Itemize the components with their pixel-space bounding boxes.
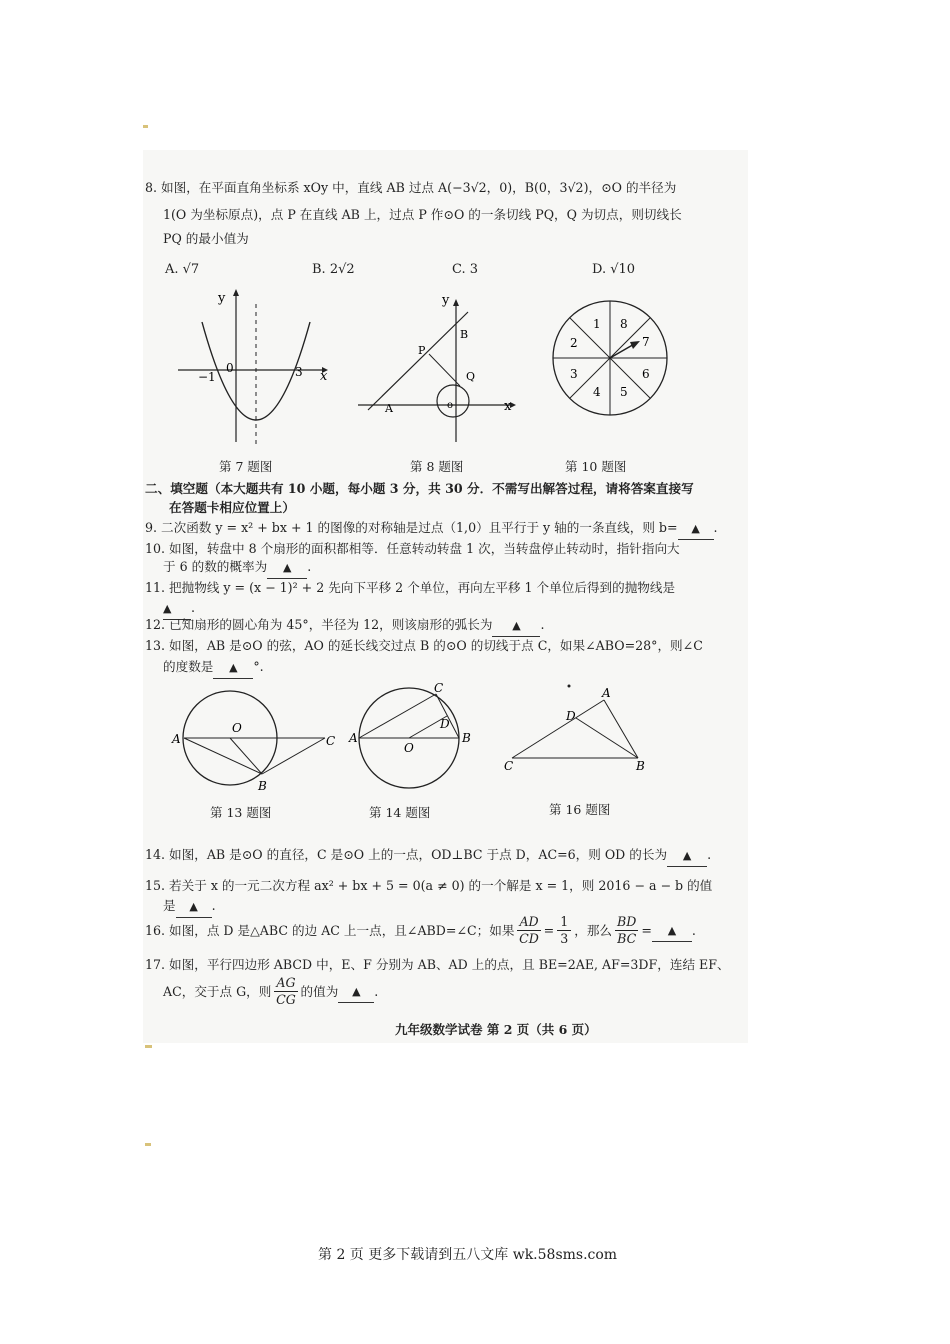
fig16-d-label: D: [566, 709, 576, 723]
page-footer: 第 2 页 更多下载请到五八文库 wk.58sms.com: [318, 1247, 618, 1263]
q15-line1: 15. 若关于 x 的一元二次方程 ax² + bx + 5 = 0(a ≠ 0) 的一个解是 x = 1，则 2016 − a − b 的值: [145, 878, 713, 893]
fig10-sector-5: 5: [620, 385, 628, 399]
q14: 14. 如图，AB 是⊙O 的直径，C 是⊙O 上的一点，OD⊥BC 于点 D，AC=6，则 OD 的长为 ▲ .: [145, 845, 711, 867]
fig14-caption: 第 14 题图: [369, 805, 431, 820]
fig16-c-label: C: [504, 759, 514, 773]
fig7-y-label: y: [218, 291, 226, 306]
q15-line2: 是 ▲ .: [163, 896, 216, 918]
fig14-o-label: O: [404, 741, 414, 755]
fig7-origin-label: 0: [226, 361, 234, 375]
q8-line3: PQ 的最小值为: [163, 231, 249, 246]
fig10-sector-1: 1: [593, 317, 601, 331]
section2-heading-line1: 二、填空题（本大题共有 10 小题，每小题 3 分，共 30 分．不需写出解答过程，请将答案直接写: [145, 481, 694, 496]
fig16-a-label: A: [602, 686, 611, 700]
fig13-a-label: A: [172, 732, 181, 746]
section2-heading-line2: 在答题卡相应位置上）: [169, 500, 295, 515]
fig10-sector-2: 2: [570, 336, 578, 350]
fig10-caption: 第 10 题图: [565, 459, 627, 474]
q8-line1: 8. 如图，在平面直角坐标系 xOy 中，直线 AB 过点 A(−3√2，0)，B(0，3√2)，⊙O 的半径为: [145, 180, 677, 195]
fig14-d-label: D: [440, 717, 450, 731]
q11-line2: ▲ .: [163, 598, 195, 620]
figure-14-diameter: [346, 680, 486, 798]
fig7-three-label: 3: [295, 365, 303, 379]
figure-16-triangle: [500, 684, 660, 794]
fig7-neg1-label: −1: [198, 370, 216, 384]
figure-8-tangent: [350, 292, 520, 452]
fig8-y-label: y: [442, 293, 450, 308]
q13-line1: 13. 如图，AB 是⊙O 的弦，AO 的延长线交过点 B 的⊙O 的切线于点 C，如果∠ABO=28°，则∠C: [145, 638, 703, 653]
figure-13-circle-tangent: [168, 688, 353, 798]
fig10-sector-8: 8: [620, 317, 628, 331]
figure-10-spinner: [548, 296, 678, 426]
q10-line1: 10. 如图，转盘中 8 个扇形的面积都相等．任意转动转盘 1 次，当转盘停止转动时，指针指向大: [145, 541, 680, 556]
q13-line2: 的度数是 ▲ °.: [163, 657, 264, 679]
fig10-sector-4: 4: [593, 385, 601, 399]
figure-7-parabola: [170, 282, 340, 452]
q11-line1: 11. 把抛物线 y = (x − 1)² + 2 先向下平移 2 个单位，再向左平移 1 个单位后得到的抛物线是: [145, 580, 676, 595]
fig16-caption: 第 16 题图: [549, 802, 611, 817]
fig13-c-label: C: [326, 734, 336, 748]
fig13-o-label: O: [232, 721, 242, 735]
fig8-caption: 第 8 题图: [410, 459, 464, 474]
fig13-b-label: B: [258, 779, 267, 793]
q16: 16. 如图，点 D 是△ABC 的边 AC 上一点，且∠ABD=∠C；如果 $\frac{AD}{CD}$ = $\frac{1}{3}$ ，那么 $\frac{BD}{BC}$ = ▲ .: [145, 914, 696, 946]
fig10-sector-6: 6: [642, 367, 650, 381]
q10-line2: 于 6 的数的概率为 ▲ .: [163, 557, 311, 579]
fig10-sector-3: 3: [570, 367, 578, 381]
fig8-a-label: A: [385, 402, 393, 415]
exam-page-number: 九年级数学试卷 第 2 页（共 6 页）: [395, 1022, 597, 1037]
fig13-caption: 第 13 题图: [210, 805, 272, 820]
fig8-x-label: x: [504, 399, 512, 414]
fig14-a-label: A: [349, 731, 358, 745]
fig8-p-label: P: [418, 344, 426, 357]
fig14-c-label: C: [434, 681, 444, 695]
q17-line1: 17. 如图，平行四边形 ABCD 中，E、F 分别为 AB、AD 上的点，且 BE=2AE, AF=3DF，连结 EF、: [145, 957, 730, 972]
fig7-caption: 第 7 题图: [219, 459, 273, 474]
fig16-b-label: B: [636, 759, 645, 773]
q8-line2: 1(O 为坐标原点)，点 P 在直线 AB 上，过点 P 作⊙O 的一条切线 PQ，Q 为切点，则切线长: [163, 207, 682, 222]
q8-option-a: A. √7: [165, 262, 200, 277]
fig10-sector-7: 7: [642, 335, 650, 349]
scan-artifact: [145, 1045, 152, 1048]
q12: 12. 已知扇形的圆心角为 45°，半径为 12，则该扇形的弧长为 ▲ .: [145, 615, 544, 637]
fig7-x-label: x: [320, 369, 328, 384]
fig8-q-label: Q: [466, 370, 476, 383]
q8-option-c: C. 3: [452, 262, 479, 277]
q9: 9. 二次函数 y = x² + bx + 1 的图像的对称轴是过点（1,0）且平行于 y 轴的一条直线，则 b= ▲ .: [145, 518, 718, 540]
fig8-b-label: B: [460, 328, 469, 341]
fig14-b-label: B: [462, 731, 471, 745]
q17-line2: AC，交于点 G，则 AG CG 的值为 ▲ .: [163, 975, 379, 1007]
scan-artifact: [143, 125, 148, 128]
q8-option-b: B. 2√2: [312, 262, 355, 277]
q8-option-d: D. √10: [592, 262, 636, 277]
scan-artifact: [145, 1143, 151, 1146]
fig8-origin-label: o: [447, 400, 454, 411]
